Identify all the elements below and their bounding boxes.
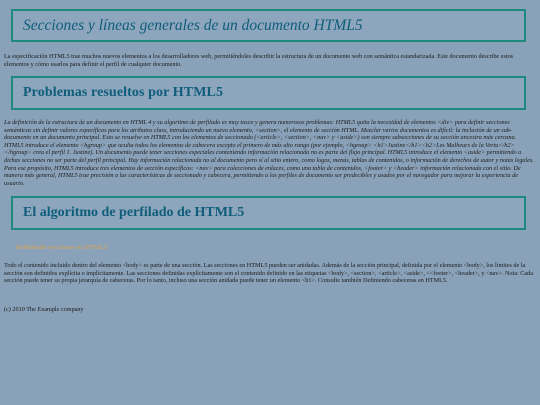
algorithm-heading: El algoritmo de perfilado de HTML5 xyxy=(23,205,245,220)
main-heading-banner xyxy=(11,9,526,42)
intro-paragraph: La especificación HTML5 trae muchos nuevos elementos a los desarrolladores web, permitiéndoles describir la estructura de un documento web con semántica estandarizada. Este documento describe estos elementos y cómo usarlos para definir el perfil de cualquier documento. xyxy=(4,53,514,68)
problems-heading-banner xyxy=(11,76,526,110)
defining-sections-subheading: Definiendo secciones en HTML5 xyxy=(16,244,108,251)
problems-paragraph: La definición de la estructura de un documento en HTML 4 y su algoritmo de perfilado es muy tosco y genera numerosos problemas: HTML5 quita la necesidad de elementos <div> para definir secciones semánticas sin definir valores específicos para los atributos class, introduciendo un nuevo elemento, <section>, el elemento de sección HTML. Mezclar varios documentos es difícil: la inclusión de un sub-documento en un documento principal. Esto se resuelve en HTML5 con los elementos de seccionado (<article>, <section>, <nav> y <aside>) son siempre subsecciones de su sección ancestra más cercana. HTML5 introduce el elemento <hgroup> que oculta todos los elementos de cabecera excepto el primero de más alto rango (por ejemplo, <hgroup> <h1>Justine</h1><h2>Les Malheurs de la Vertu</h2></hgroup> crea el perfil 1. Justine). Un documento puede tener secciones especiales conteniendo información relacionada no es parte del flujo principal. HTML5 introduce el elemento <aside> permitiendo a dichas secciones no ser parte del perfil principal. Hay información relacionada no al documento pero sí al sitio entero, como logos, menús, tablas de contenidos, o información de derechos de autor y notas legales. Para ese propósito, HTML5 introduce tres elementos de sección específicos: <nav> para colecciones de enlaces, como una tabla de contenidos, <footer> y <header> información relacionada con el sitio. De manera más general, HTML5 trae precisión a las características de seccionado y cabecera, permitiendo a los perfiles de documento ser predecibles y usados por el navegador para mejorar la experiencia de usuario. xyxy=(4,119,534,187)
algorithm-paragraph: Todo el contenido incluido dentro del elemento <body> es parte de una sección. Las secciones en HTML5 pueden ser anidadas. Además de la sección principal, definida por el elemento <body>, los límites de la sección son definidos explícita o implícitamente. Las secciones definidas explícitamente son el contenido definido en las etiquetas <body>, <section>, <article>, <aside>, <<footer>, <header>, y <nav>. Nota: Cada sección puede tener su propia jerarquía de cabeceras. Por lo tanto, incluso una sección anidada puede tener un elemento <h1>. Consulte también Definiendo cabeceras en HTML5. xyxy=(4,262,533,285)
footer-copyright: (c) 2010 The Example company xyxy=(4,306,84,313)
problems-heading: Problemas resueltos por HTML5 xyxy=(23,85,224,100)
page-title: Secciones y líneas generales de un documento HTML5 xyxy=(23,17,363,34)
algorithm-heading-banner xyxy=(11,196,526,230)
